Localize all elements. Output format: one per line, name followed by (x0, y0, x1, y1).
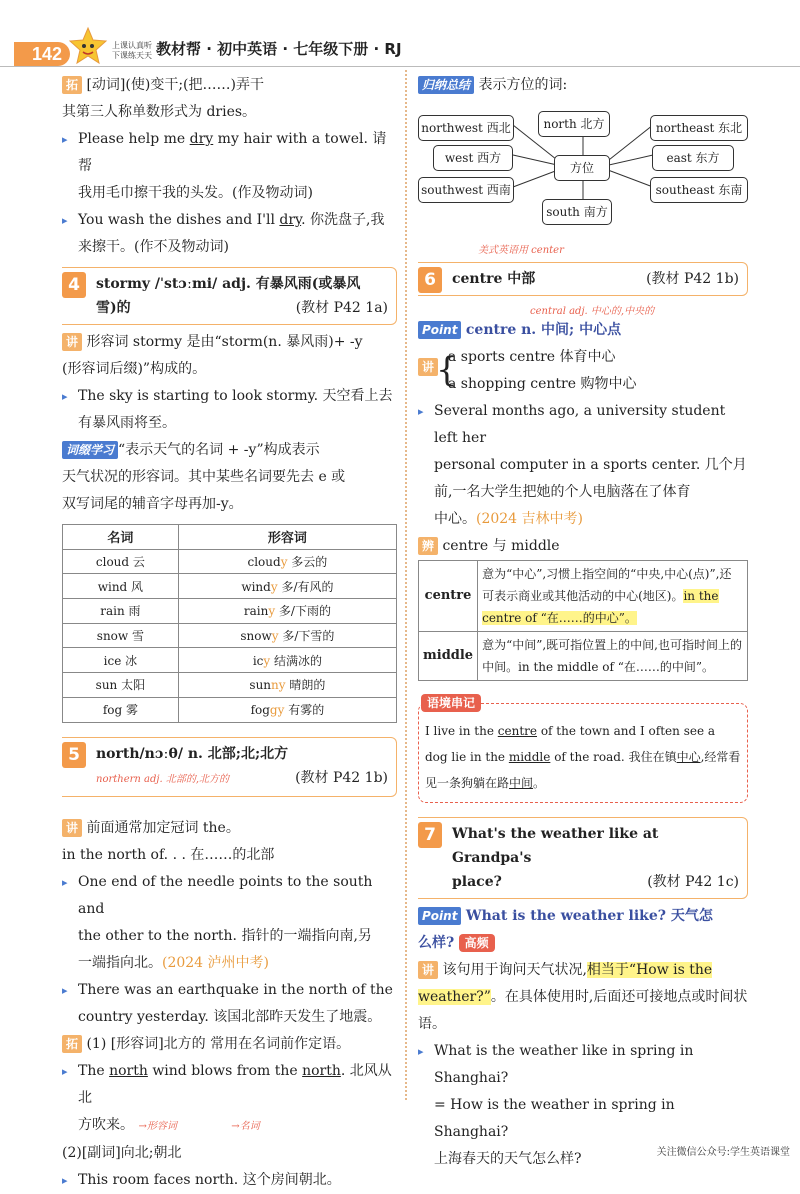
dir-southeast: southeast 东南 (650, 177, 748, 203)
table-row: middle 意为“中间”,既可指位置上的中间,也可指时间上的中间。in the middle of “在……的中间”。 (419, 632, 748, 681)
weather-point: Point What is the weather like? 天气怎 (418, 903, 748, 930)
stormy-example: ▸ The sky is starting to look stormy. 天空看上去 有暴风雨将至。 (62, 383, 397, 437)
item-4-heading: 4 stormy /ˈstɔːmi/ adj. 有暴风雨(或暴风 雪)的 (教材 P42 1a) (62, 267, 397, 325)
north-example-3: ▸ The north wind blows from the north. 北风从北 方吹来。 →形容词 →名词 (62, 1058, 397, 1140)
dir-east: east 东方 (652, 145, 734, 171)
north-example-4: ▸ This room faces north. 这个房间朝北。 (62, 1167, 397, 1194)
table-row: cloud 云 cloudy 多云的 (63, 549, 397, 574)
table-row: snow 雪 snowy 多/下雪的 (63, 623, 397, 648)
centre-point: Point centre n. 中间; 中心点 (418, 317, 748, 344)
header-divider (0, 66, 800, 67)
dir-north: north 北方 (538, 111, 610, 137)
weather-adjective-table: 名词 形容词 cloud 云 cloudy 多云的 wind 风 windy 多/有风的 rain 雨 rainy 多/下雨的 snow 雪 snowy 多/下雪的 ice 冰 icy 结满冰的 sun 太阳 sunny 晴朗的 fog 雾 foggy 有雾的 (62, 524, 397, 723)
star-mascot-icon (68, 26, 108, 68)
footer: 关注微信公众号:学生英语课堂 (656, 1147, 790, 1158)
compare-title: 辨 centre 与 middle (418, 533, 748, 560)
item-6-annotation: 美式英语用 center (478, 245, 564, 256)
summary-heading: 归纳总结 表示方位的词: (418, 72, 748, 99)
north-example-2: ▸ There was an earthquake in the north of the country yesterday. 该国北部昨天发生了地震。 (62, 977, 397, 1031)
centre-example: ▸ Several months ago, a university student left her personal computer in a sports center. 几个月 前,一名大学生把她的个人电脑落在了体育 中心。(2024 吉林中考) (418, 398, 748, 533)
affix-study: 词缀学习 “表示天气的名词 + -y”构成表示 (62, 437, 397, 464)
item-number: 6 (418, 267, 442, 293)
north-extension: 拓 (1) [形容词]北方的 常用在名词前作定语。 (62, 1031, 397, 1058)
slogan: 上课认真听 下课练天天 (112, 41, 152, 60)
table-row: sun 太阳 sunny 晴朗的 (63, 673, 397, 698)
table-row: wind 风 windy 多/有风的 (63, 574, 397, 599)
book-title: 教材帮 · 初中英语 · 七年级下册 · RJ (156, 40, 402, 58)
dir-northwest: northwest 西北 (418, 115, 514, 141)
item-6-heading: 6 centre 中部 (教材 P42 1b) (418, 262, 748, 296)
dir-northeast: northeast 东北 (650, 115, 748, 141)
dry-example-1: ▸ Please help me dry my hair with a towel. 请帮 我用毛巾擦干我的头发。(作及物动词) (62, 126, 397, 207)
right-column: 归纳总结 表示方位的词: north 北方 northwest 西北 northeast 东北 方位 west 西方 east 东方 southwest 西南 southeast 东南 south 南方 美式英语用 center 6 centre 中部 (教材 P42 1b) central adj. 中心的,中央的 Point centre n. 中间; 中心点 讲 { a sports centre 体育中心 a shopping centre 购物中心 ▸ Several months ago, a university student left her personal computer in a sports center. 几个月 前,一名大学生把她的个人电脑落在了体育 中心。(2024 吉林中考) 辨 centre 与 middle centre 意为“中心”,习惯上指空间的“中央,中心(点)”,还可表示商业或其他活动的中心(地区)。in the centre of “在……的中心”。 middle 意为“中间”,既可指位置上的中间,也可指时间上的中间。in the middle of “在……的中间”。 语境串记 I live in the centre of the town and I often see a dog lie in the middle of the road. 我住在镇中心,经常看见一条狗躺在路中间。 7 What's the weather like at Grandpa's place? (教材 P42 1c) Point What is the weather like? 天气怎 么样? 高频 讲 该句用于询问天气状况,相当于“How is the weather?”。在具体使用时,后面还可接地点或时间状语。 ▸ What is the weather like in spring in Shanghai? = How is the weather in spring in Shanghai? 上海春天的天气怎么样? (418, 72, 748, 1173)
item-number: 4 (62, 272, 86, 298)
dir-southwest: southwest 西南 (418, 177, 514, 203)
weather-example: ▸ What is the weather like in spring in Shanghai? = How is the weather in spring in Shanghai? 上海春天的天气怎么样? (418, 1038, 748, 1173)
dir-west: west 西方 (433, 145, 513, 171)
left-column: 拓 [动词](使)变干;(把……)弄干 其第三人称单数形式为 dries。 ▸ Please help me dry my hair with a towel. 请帮 我用毛巾擦干我的头发。(作及物动词) ▸ You wash the dishes and I'll dry. 你洗盘子,我 来擦干。(作不及物动词) 4 stormy /ˈstɔːmi/ adj. 有暴风雨(或暴风 雪)的 (教材 P42 1a) 讲 形容词 stormy 是由“storm(n. 暴风雨)+ -y (形容词后缀)”构成的。 ▸ The sky is starting to look stormy. 天空看上去 有暴风雨将至。 词缀学习 “表示天气的名词 + -y”构成表示 天气状况的形容词。其中某些名词要先去 e 或 双写词尾的辅音字母再加-y。 名词 形容词 cloud 云 cloudy 多云的 wind 风 windy 多/有风的 rain 雨 rainy 多/下雨的 snow 雪 snowy 多/下雪的 ice 冰 icy 结满冰的 sun 太阳 sunny 晴朗的 fog 雾 foggy 有雾的 5 north/nɔːθ/ n. 北部;北;北方 northern adj. 北部的,北方的 (教材 P42 1b) 讲 前面通常加定冠词 the。 in the north of. . . 在……的北部 ▸ One end of the needle points to the south and the other to the north. 指针的一端指向南,另 一端指向北。(2024 泸州中考) ▸ There was an earthquake in the north of the country yesterday. 该国北部昨天发生了地震。 拓 (1) [形容词]北方的 常用在名词前作定语。 ▸ The north wind blows from the north. 北风从北 方吹来。 →形容词 →名词 (2)[副词]向北;朝北 ▸ This room faces north. 这个房间朝北。 (62, 72, 397, 1194)
page-number: 142 (14, 42, 70, 66)
table-row: fog 雾 foggy 有雾的 (63, 697, 397, 722)
north-example-1: ▸ One end of the needle points to the south and the other to the north. 指针的一端指向南,另 一端指向北。(2024 泸州中考) (62, 869, 397, 977)
dry-example-2: ▸ You wash the dishes and I'll dry. 你洗盘子,我 来擦干。(作不及物动词) (62, 207, 397, 261)
dry-third-person: 其第三人称单数形式为 dries。 (62, 104, 257, 120)
item-5-heading: 5 north/nɔːθ/ n. 北部;北;北方 northern adj. 北部的,北方的 (教材 P42 1b) (62, 737, 397, 797)
table-row: rain 雨 rainy 多/下雨的 (63, 599, 397, 624)
item-number: 7 (418, 822, 442, 848)
column-divider (405, 70, 407, 1100)
direction-map (418, 105, 748, 231)
page-header (0, 0, 800, 72)
context-note-box: 语境串记 I live in the centre of the town and I often see a dog lie in the middle of the road. 我住在镇中心,经常看见一条狗躺在路中间。 (418, 703, 748, 803)
stormy-explanation: 讲 形容词 stormy 是由“storm(n. 暴风雨)+ -y (62, 329, 397, 356)
dir-south: south 南方 (542, 199, 612, 225)
north-explanation: 讲 前面通常加定冠词 the。 (62, 815, 397, 842)
table-row: ice 冰 icy 结满冰的 (63, 648, 397, 673)
item-7-heading: 7 What's the weather like at Grandpa's place? (教材 P42 1c) (418, 817, 748, 899)
dir-center: 方位 (554, 155, 610, 181)
weather-explanation: 讲 该句用于询问天气状况,相当于“How is the weather?”。在具体使用时,后面还可接地点或时间状语。 (418, 962, 748, 1032)
dry-definition: 拓 [动词](使)变干;(把……)弄干 (62, 72, 397, 99)
table-row: centre 意为“中心”,习惯上指空间的“中央,中心(点)”,还可表示商业或其他活动的中心(地区)。in the centre of “在……的中心”。 (419, 561, 748, 632)
item-number: 5 (62, 742, 86, 768)
centre-phrases: 讲 { a sports centre 体育中心 a shopping centre 购物中心 (418, 344, 748, 398)
frequency-badge: 高频 (459, 934, 495, 952)
centre-middle-table (418, 560, 748, 681)
central-note: central adj. 中心的,中央的 (530, 306, 655, 317)
